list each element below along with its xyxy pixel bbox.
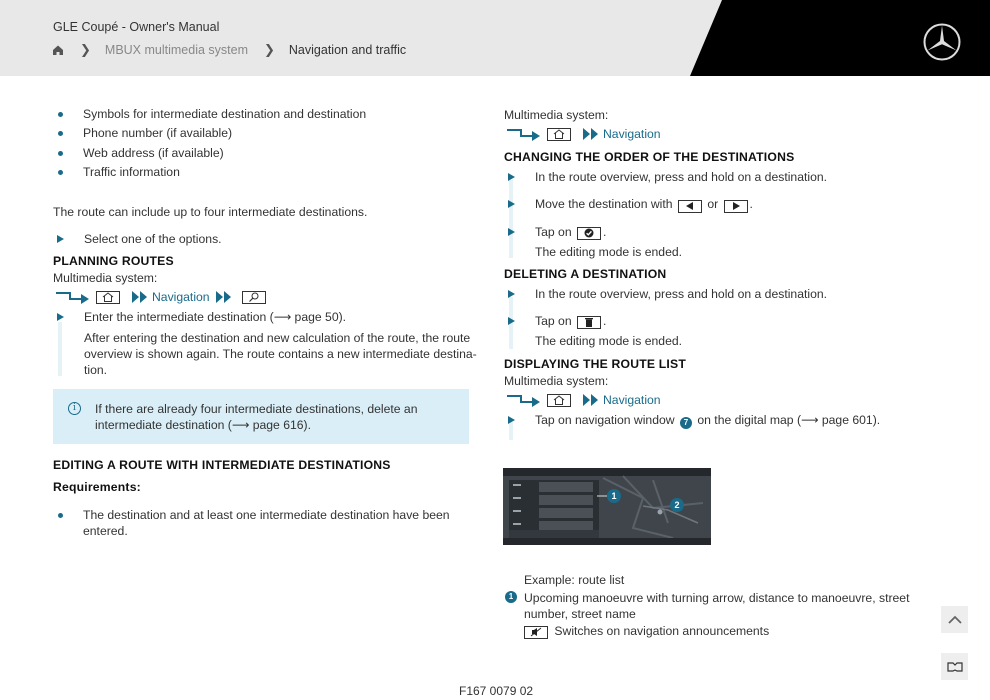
info-text: If there are already four intermediate destinations, delete an: [95, 402, 418, 416]
page-menu-button[interactable]: [941, 653, 968, 680]
double-chevron-icon: [132, 291, 148, 303]
scroll-to-top-button[interactable]: [941, 606, 968, 633]
step-arrow-icon: [508, 173, 515, 181]
step-arrow-icon: [57, 235, 64, 243]
chevron-right-icon: ❯: [264, 42, 275, 57]
legend-badge: 1: [505, 591, 517, 603]
double-chevron-icon: [583, 394, 599, 406]
legend-text: Upcoming manoeuvre with turning arrow, distance to manoeuvre, street: [524, 591, 910, 605]
multimedia-label: Multimedia system:: [504, 108, 609, 122]
tap-on-text: Tap on: [535, 314, 572, 328]
brand-star-logo: [922, 22, 962, 62]
bullet-dot-icon: [58, 151, 63, 156]
path-start-arrow-icon: [56, 290, 90, 304]
section-heading-deleting: DELETING A DESTINATION: [504, 267, 667, 281]
legend-text: Switches on navigation announcements: [554, 624, 770, 638]
bullet-dot-icon: [58, 131, 63, 136]
route-list-screenshot: [503, 468, 711, 545]
info-icon: i: [68, 402, 81, 415]
callout-badge-2: 2: [670, 498, 684, 512]
navigation-link[interactable]: Navigation: [152, 290, 210, 304]
step-text: Select one of the options.: [84, 232, 222, 246]
step-text: Tap on .: [535, 314, 607, 328]
list-item: Phone number (if available): [83, 126, 233, 140]
bullet-dot-icon: [58, 170, 63, 175]
breadcrumb: [52, 42, 406, 58]
result-text: After entering the destination and new calculation of the route, the route: [84, 331, 471, 345]
info-note-box: [53, 389, 469, 444]
menu-path: [507, 126, 661, 142]
step-arrow-icon: [508, 317, 515, 325]
display-step-text: Tap on navigation window: [535, 413, 675, 427]
home-icon[interactable]: [96, 291, 120, 304]
info-text: intermediate destination (⟶ page 616).: [95, 418, 311, 432]
step-text: In the route overview, press and hold on a destination.: [535, 170, 828, 184]
step-arrow-icon: [508, 200, 515, 208]
chevron-right-icon: ❯: [80, 42, 91, 57]
step-arrow-icon: [57, 313, 64, 321]
step-arrow-icon: [508, 228, 515, 236]
multimedia-label: Multimedia system:: [53, 271, 158, 285]
step-text: Enter the intermediate destination (⟶ page 50).: [84, 310, 347, 324]
or-text: or: [707, 197, 719, 211]
navigation-link[interactable]: Navigation: [603, 393, 661, 407]
arrow-right-key-icon[interactable]: [724, 200, 748, 213]
manual-title: GLE Coupé - Owner's Manual: [53, 20, 220, 34]
list-item: Web address (if available): [83, 146, 224, 160]
section-heading-changing: CHANGING THE ORDER OF THE DESTINATIONS: [504, 150, 795, 164]
step-bar: [509, 422, 513, 440]
step-bar: [58, 322, 62, 376]
list-item: The destination and at least one intermediate destination have been: [83, 508, 450, 522]
callout-badge-1: 1: [607, 489, 621, 503]
step-text: Tap on .: [535, 225, 607, 239]
path-start-arrow-icon: [507, 393, 541, 407]
result-text: The editing mode is ended.: [535, 245, 683, 259]
result-text: overview is shown again. The route contains a new intermediate destina-: [84, 347, 477, 361]
bullet-dot-icon: [58, 513, 63, 518]
legend-text: number, street name: [524, 607, 636, 621]
step-arrow-icon: [508, 290, 515, 298]
home-icon[interactable]: [547, 394, 571, 407]
result-text: tion.: [84, 363, 108, 377]
breadcrumb-item-navigation: Navigation and traffic: [288, 43, 407, 57]
result-text: The editing mode is ended.: [535, 334, 683, 348]
route-note: The route can include up to four intermediate destinations.: [53, 205, 368, 219]
search-icon[interactable]: [242, 291, 266, 304]
move-text: Move the destination with: [535, 197, 673, 211]
confirm-check-icon[interactable]: [577, 227, 601, 240]
figure-code: F167 0079 02: [459, 684, 534, 698]
step-arrow-icon: [508, 416, 515, 424]
section-heading-editing: EDITING A ROUTE WITH INTERMEDIATE DESTINATIONS: [53, 458, 391, 472]
double-chevron-icon: [583, 128, 599, 140]
double-chevron-icon: [216, 291, 232, 303]
display-step-text: on the digital map (⟶ page 601).: [697, 413, 881, 427]
list-item: Traffic information: [83, 165, 180, 179]
requirements-heading: Requirements:: [53, 480, 141, 494]
multimedia-label: Multimedia system:: [504, 374, 609, 388]
breadcrumb-item-mbux[interactable]: MBUX multimedia system: [104, 43, 248, 57]
home-icon[interactable]: [52, 44, 64, 56]
step-text: [535, 412, 880, 429]
speaker-mute-icon: [524, 626, 548, 639]
step-text: In the route overview, press and hold on a destination.: [535, 287, 828, 301]
menu-path: [507, 392, 661, 408]
figure-caption: Example: route list: [524, 573, 625, 587]
list-item: entered.: [83, 524, 128, 538]
path-start-arrow-icon: [507, 127, 541, 141]
step-bar: [509, 180, 513, 258]
page-header: [0, 0, 990, 76]
step-text: Move the destination with or .: [535, 197, 753, 211]
menu-path: [56, 289, 272, 305]
section-heading-planning: PLANNING ROUTES: [53, 254, 174, 268]
home-icon[interactable]: [547, 128, 571, 141]
bullet-dot-icon: [58, 112, 63, 117]
badge-number: 7: [680, 417, 692, 429]
navigation-link[interactable]: Navigation: [603, 127, 661, 141]
section-heading-displaying: DISPLAYING THE ROUTE LIST: [504, 357, 686, 371]
chevron-up-icon: [948, 615, 962, 624]
legend-item: [524, 623, 769, 639]
list-item: Symbols for intermediate destination and destination: [83, 107, 367, 121]
book-icon: [947, 662, 963, 672]
arrow-left-key-icon[interactable]: [678, 200, 702, 213]
tap-on-text: Tap on: [535, 225, 572, 239]
trash-icon[interactable]: [577, 316, 601, 329]
